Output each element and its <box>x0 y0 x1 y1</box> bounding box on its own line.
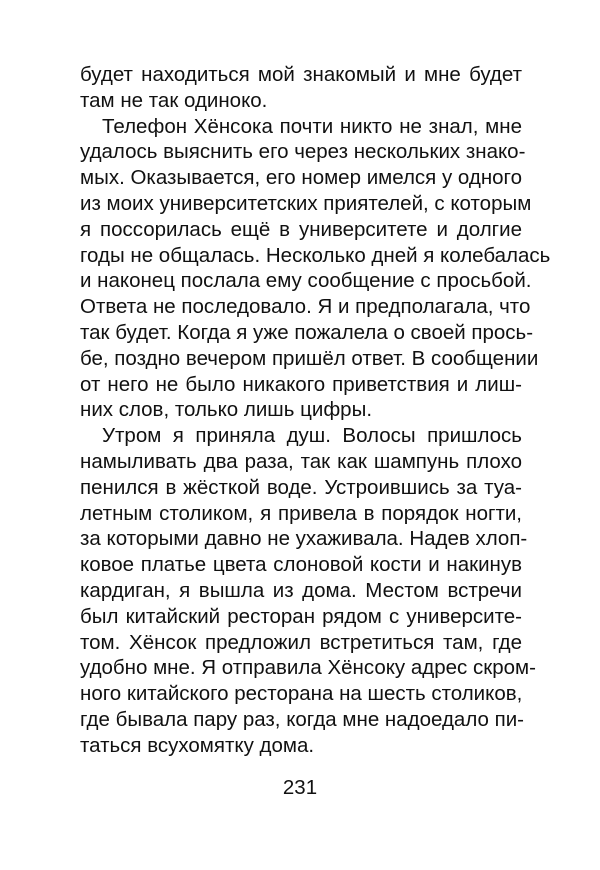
text-line: мых. Оказывается, его номер имелся у одного <box>80 166 522 190</box>
text-line: пенился в жёсткой воде. Устроившись за туа- <box>80 475 522 499</box>
text-line: том. Хёнсок предложил встретиться там, где <box>80 630 522 654</box>
text-line: годы не общалась. Несколько дней я колебалась <box>80 243 551 267</box>
text-line: кардиган, я вышла из дома. Местом встречи <box>80 578 522 602</box>
text-line: удалось выяснить его через нескольких знако- <box>80 140 526 164</box>
text-line: где бывала пару раз, когда мне надоедало пи- <box>80 707 524 731</box>
page-number: 231 <box>282 776 318 799</box>
text-line: летным столиком, я привела в порядок ногти, <box>80 501 522 525</box>
text-line: там не так одиноко. <box>80 88 268 112</box>
text-line: намыливать два раза, так как шампунь плохо <box>80 449 522 473</box>
text-line: таться всухомятку дома. <box>80 733 315 757</box>
text-line: от него не было никакого приветствия и лиш- <box>80 372 522 396</box>
text-line: был китайский ресторан рядом с университе- <box>80 604 522 628</box>
text-line: я поссорилась ещё в университете и долгие <box>80 217 522 241</box>
body-text <box>80 62 551 759</box>
text-line: ного китайского ресторана на шесть столиков, <box>80 682 523 706</box>
text-line: Телефон Хёнсока почти никто не знал, мне <box>102 114 522 138</box>
text-line: бе, поздно вечером пришёл ответ. В сообщении <box>80 346 539 370</box>
text-line: удобно мне. Я отправила Хёнсоку адрес скром- <box>80 656 536 680</box>
text-line: за которыми давно не ухаживала. Надев хлоп- <box>80 527 528 551</box>
text-line: Утром я приняла душ. Волосы пришлось <box>102 424 522 448</box>
text-line: них слов, только лишь цифры. <box>80 398 373 422</box>
text-line: Ответа не последовало. Я и предполагала, что <box>80 295 531 319</box>
text-line: и наконец послала ему сообщение с просьбой. <box>80 269 532 293</box>
text-line: будет находиться мой знакомый и мне будет <box>80 63 522 86</box>
text-line: из моих университетских приятелей, с которым <box>80 191 532 215</box>
text-line: так будет. Когда я уже пожалела о своей прось- <box>80 320 534 344</box>
text-line: ковое платье цвета слоновой кости и накинув <box>80 553 522 577</box>
